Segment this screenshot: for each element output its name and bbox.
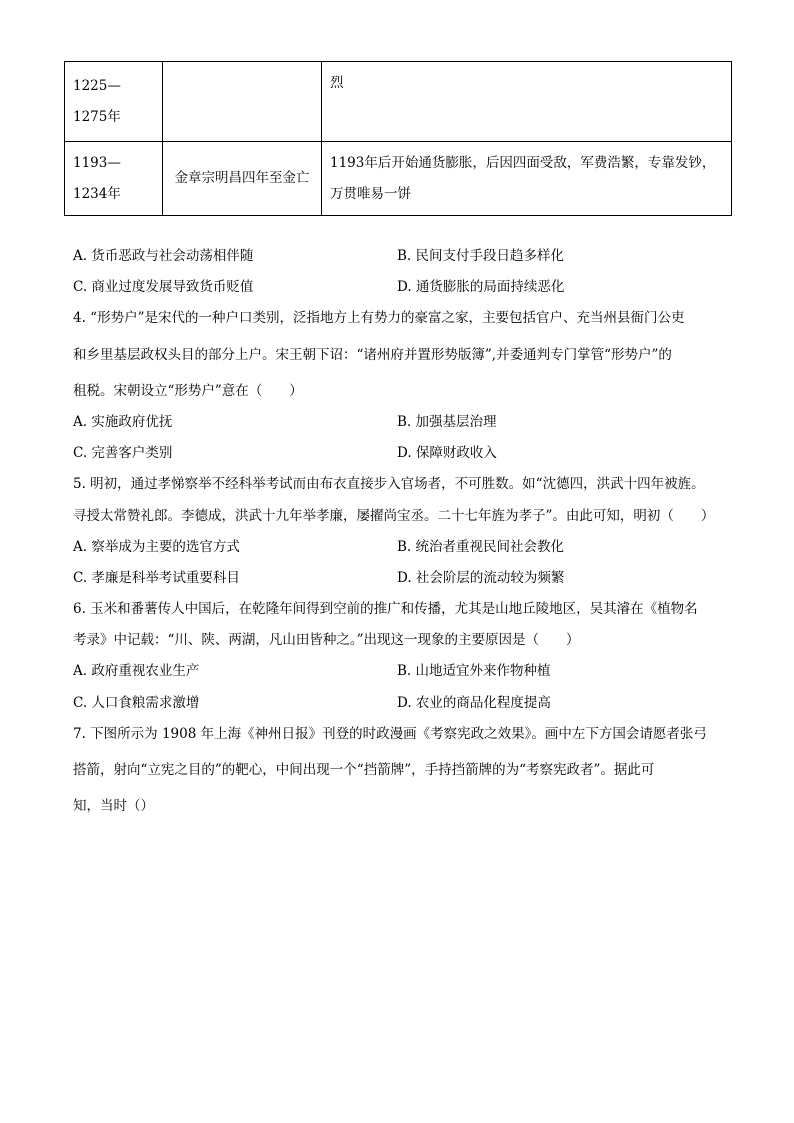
q6-option-a: A. 政府重视农业生产 bbox=[73, 663, 200, 679]
q3-option-d: D. 通货膨胀的局面持续恶化 bbox=[397, 279, 565, 295]
q3-option-b: B. 民间支付手段日趋多样化 bbox=[397, 248, 565, 264]
q4-stem-line: 和乡里基层政权头目的部分上户。宋王朝下诏：“诸州府并置形势版簿”,并委通判专门掌管“形势户”的 bbox=[73, 347, 672, 363]
q5-option-d: D. 社会阶层的流动较为频繁 bbox=[397, 570, 565, 586]
q5-option-a: A. 察举成为主要的选官方式 bbox=[73, 539, 240, 555]
table-row bbox=[65, 62, 732, 142]
q7-stem-line: 7. 下图所示为 1908 年上海《神州日报》刊登的时政漫画《考察宪政之效果》。画中左下方国会请愿者张弓 bbox=[73, 726, 707, 742]
q4-option-b: B. 加强基层治理 bbox=[397, 414, 497, 430]
q4-option-d: D. 保障财政收入 bbox=[397, 445, 497, 461]
q4-option-c: C. 完善客户类别 bbox=[73, 445, 173, 461]
q6-option-b: B. 山地适宜外来作物种植 bbox=[397, 663, 551, 679]
q5-stem-line: 5. 明初，通过孝悌察举不经科举考试而由布衣直接步入官场者，不可胜数。如“沈德四，洪武十四年被旌。 bbox=[73, 476, 705, 492]
q5-option-b: B. 统治者重视民间社会教化 bbox=[397, 539, 565, 555]
q4-option-a: A. 实施政府优抚 bbox=[73, 414, 173, 430]
q4-stem-line: 租税。宋朝设立“形势户”意在（ ） bbox=[73, 383, 303, 399]
q3-option-a: A. 货币恶政与社会动荡相伴随 bbox=[73, 248, 254, 264]
q7-stem-line: 知，当时（） bbox=[73, 798, 154, 814]
q6-option-c: C. 人口食粮需求激增 bbox=[73, 695, 200, 711]
q3-option-c: C. 商业过度发展导致货币贬值 bbox=[73, 279, 254, 295]
table-cell-period: 1193—1234年 bbox=[65, 142, 163, 216]
table-cell-description: 1193年后开始通货膨胀，后因四面受敌，军费浩繁，专靠发钞，万贯唯易一饼 bbox=[322, 142, 732, 216]
table-cell-description: 烈 bbox=[322, 62, 732, 142]
q4-stem-line: 4. “形势户”是宋代的一种户口类别，泛指地方上有势力的豪富之家，主要包括官户、充当州县衙门公吏 bbox=[73, 310, 685, 326]
currency-history-table bbox=[64, 61, 732, 216]
q5-stem-line: 寻授太常赞礼郎。李德成，洪武十九年举孝廉，屡擢尚宝丞。二十七年旌为孝子”。由此可知，明初（ ） bbox=[73, 508, 715, 524]
table-row bbox=[65, 142, 732, 216]
q6-stem-line: 考录》中记载：“川、陕、两湖，凡山田皆种之。”出现这一现象的主要原因是（ ） bbox=[73, 632, 580, 648]
q6-stem-line: 6. 玉米和番薯传人中国后，在乾隆年间得到空前的推广和传播，尤其是山地丘陵地区，吴其濬在《植物名 bbox=[73, 601, 698, 617]
q6-option-d: D. 农业的商品化程度提高 bbox=[397, 695, 551, 711]
table-cell-period: 1225—1275年 bbox=[65, 62, 163, 142]
q7-stem-line: 搭箭，射向“立宪之目的”的靶心，中间出现一个“挡箭牌”，手持挡箭牌的为“考察宪政者”。据此可 bbox=[73, 762, 655, 778]
q5-option-c: C. 孝廉是科举考试重要科目 bbox=[73, 570, 240, 586]
table-cell-reign: 金章宗明昌四年至金亡 bbox=[163, 142, 322, 216]
table-cell-reign bbox=[163, 62, 322, 142]
